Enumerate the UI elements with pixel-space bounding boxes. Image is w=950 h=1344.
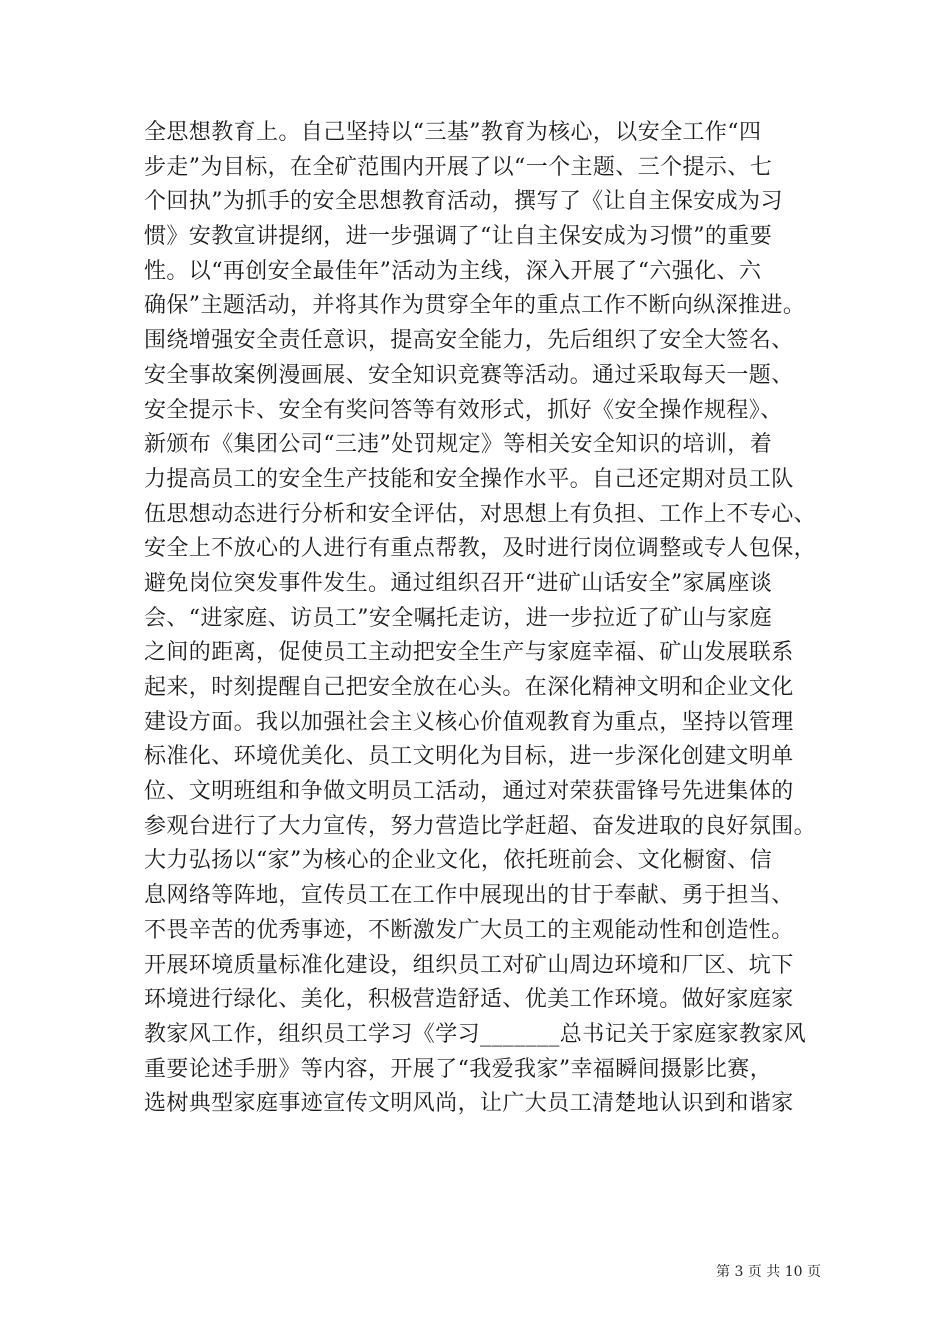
text-line: 开展环境质量标准化建设，组织员工对矿山周边环境和厂区、坑下 [144, 952, 794, 978]
text-line: 参观台进行了大力宣传，努力营造比学赶超、奋发进取的良好氛围。 [144, 813, 817, 839]
text-line: 安全上不放心的人进行有重点帮教，及时进行岗位调整或专人包保， [144, 536, 817, 562]
text-line: 围绕增强安全责任意识，提高安全能力，先后组织了安全大签名、 [144, 328, 794, 354]
text-line: 性。以“再创安全最佳年”活动为主线，深入开展了“六强化、六 [144, 258, 762, 284]
body-paragraph [144, 116, 844, 1122]
text-line: 息网络等阵地，宣传员工在工作中展现出的甘于奉献、勇于担当、 [144, 883, 794, 909]
text-line: 教家风工作，组织员工学习《学习_______总书记关于家庭家教家风 [144, 1021, 807, 1047]
text-line: 力提高员工的安全生产技能和安全操作水平。自己还定期对员工队 [144, 466, 794, 492]
text-line: 惯》安教宣讲提纲，进一步强调了“让自主保安成为习惯”的重要 [144, 224, 773, 250]
text-line: 确保”主题活动，并将其作为贯穿全年的重点工作不断向纵深推进。 [144, 293, 806, 319]
text-line: 起来，时刻提醒自己把安全放在心头。在深化精神文明和企业文化 [144, 675, 794, 700]
text-line: 个回执”为抓手的安全思想教育活动，撰写了《让自主保安成为习 [144, 189, 783, 215]
text-line: 伍思想动态进行分析和安全评估，对思想上有负担、工作上不专心、 [144, 501, 817, 527]
text-line: 新颁布《集团公司“三违”处罚规定》等相关安全知识的培训，着 [144, 432, 773, 458]
text-line: 建设方面。我以加强社会主义核心价值观教育为重点，坚持以管理 [144, 709, 794, 735]
page-number-footer: 第 3 页 共 10 页 [716, 1264, 821, 1280]
text-line: 会、“进家庭、访员工”安全嘱托走访，进一步拉近了矿山与家庭 [144, 605, 773, 631]
text-line: 之间的距离，促使员工主动把安全生产与家庭幸福、矿山发展联系 [144, 640, 794, 666]
text-line: 不畏辛苦的优秀事迹，不断激发广大员工的主观能动性和创造性。 [144, 917, 794, 943]
text-line: 安全事故案例漫画展、安全知识竞赛等活动。通过采取每天一题、 [144, 362, 794, 388]
text-line: 步走”为目标，在全矿范围内开展了以“一个主题、三个提示、七 [144, 154, 773, 180]
text-line: 环境进行绿化、美化，积极营造舒适、优美工作环境。做好家庭家 [144, 987, 794, 1013]
text-line: 标准化、环境优美化、员工文明化为目标，进一步深化创建文明单 [144, 744, 794, 770]
text-line: 避免岗位突发事件发生。通过组织召开“进矿山话安全”家属座谈 [144, 570, 773, 596]
text-line: 安全提示卡、安全有奖问答等有效形式，抓好《安全操作规程》、 [144, 397, 783, 423]
text-line: 选树典型家庭事迹宣传文明风尚，让广大员工清楚地认识到和谐家 [144, 1091, 794, 1117]
text-line: 重要论述手册》等内容，开展了“我爱我家”幸福瞬间摄影比赛， [144, 1056, 773, 1082]
text-line: 位、文明班组和争做文明员工活动，通过对荣获雷锋号先进集体的 [144, 779, 794, 805]
text-line: 大力弘扬以“家”为核心的企业文化，依托班前会、文化橱窗、信 [144, 848, 773, 874]
text-line: 全思想教育上。自己坚持以“三基”教育为核心，以安全工作“四 [144, 120, 762, 145]
